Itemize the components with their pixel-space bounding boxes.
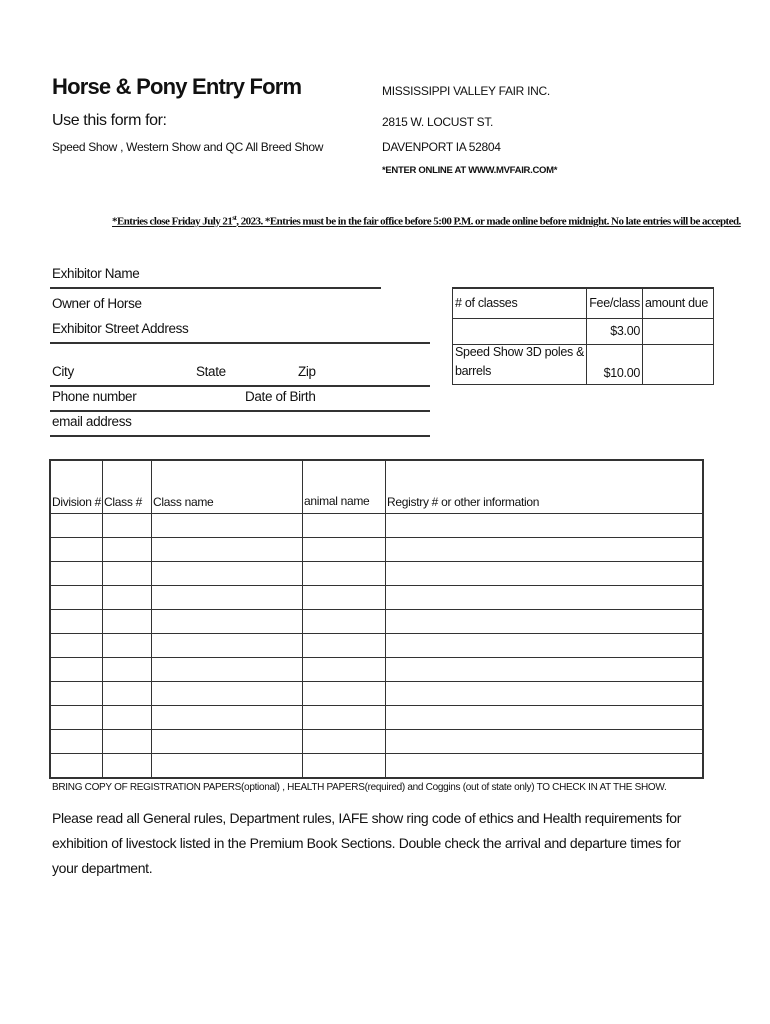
col-header-division: Division # [50,460,103,514]
entry-cell-class-name[interactable] [152,682,303,706]
deadline-text-2: , 2023. *Entries must be in the fair office before 5:00 P.M. or made online before midnight. No late entries will be accepted. [236,215,741,228]
table-row [50,514,703,538]
entry-cell-class-name[interactable] [152,730,303,754]
entry-cell-class-number[interactable] [103,730,152,754]
form-shows-list: Speed Show , Western Show and QC All Breed Show [52,140,324,154]
entry-cell-class-name[interactable] [152,706,303,730]
table-row [50,730,703,754]
entry-cell-division[interactable] [50,730,103,754]
entry-cell-class-number[interactable] [103,634,152,658]
entry-deadline-notice [112,214,741,228]
entry-cell-registry[interactable] [386,538,704,562]
deadline-text-1: *Entries close Friday July 21 [112,215,233,228]
city-label: City [52,364,74,379]
entry-cell-animal-name[interactable] [303,514,386,538]
fee-row2-label [453,344,587,384]
col-header-animal-name: animal name [303,460,386,514]
street-label: Exhibitor Street Address [52,321,189,336]
fee-row2-amount-cell[interactable] [643,344,714,384]
entry-cell-class-name[interactable] [152,562,303,586]
table-row [50,562,703,586]
organization-street: 2815 W. LOCUST ST. [382,115,494,129]
owner-label: Owner of Horse [52,296,142,311]
online-entry-note: *ENTER ONLINE AT WWW.MVFAIR.COM* [382,165,558,176]
fee-row1-amount-cell[interactable] [643,318,714,344]
entry-cell-animal-name[interactable] [303,682,386,706]
entry-cell-division[interactable] [50,634,103,658]
entry-cell-class-number[interactable] [103,514,152,538]
entry-cell-division[interactable] [50,754,103,779]
entry-cell-animal-name[interactable] [303,586,386,610]
rules-note: Please read all General rules, Department rules, IAFE show ring code of ethics and Health requirements for exhibition of livestock listed in the Premium Book Sections. Double check the arrival and departure times for your department. [52,810,682,876]
phone-dob-line[interactable] [50,410,430,412]
fee-header-amount: amount due [643,288,714,318]
entry-cell-class-number[interactable] [103,610,152,634]
entry-cell-registry[interactable] [386,730,704,754]
exhibitor-name-line[interactable] [50,287,381,289]
table-row [50,538,703,562]
fee-row1-fee: $3.00 [587,318,643,344]
entry-cell-class-number[interactable] [103,538,152,562]
state-label: State [196,364,226,379]
entry-cell-animal-name[interactable] [303,730,386,754]
entry-cell-registry[interactable] [386,658,704,682]
entry-cell-class-name[interactable] [152,610,303,634]
entry-cell-animal-name[interactable] [303,562,386,586]
entry-cell-animal-name[interactable] [303,754,386,779]
entry-cell-animal-name[interactable] [303,634,386,658]
dob-label: Date of Birth [245,389,316,404]
entry-cell-class-name[interactable] [152,538,303,562]
entry-cell-registry[interactable] [386,706,704,730]
city-state-zip-line[interactable] [50,385,430,387]
entry-table [49,459,704,779]
table-row [50,706,703,730]
phone-label: Phone number [52,389,137,404]
entry-cell-class-name[interactable] [152,586,303,610]
entry-cell-class-name[interactable] [152,634,303,658]
form-use-label: Use this form for: [52,112,167,129]
organization-city: DAVENPORT IA 52804 [382,140,501,154]
entry-cell-class-name[interactable] [152,754,303,779]
email-label: email address [52,414,132,429]
entry-cell-division[interactable] [50,562,103,586]
fee-row1-classes-cell[interactable] [453,318,587,344]
entry-cell-division[interactable] [50,538,103,562]
table-row [50,634,703,658]
street-address-line[interactable] [50,342,430,344]
entry-cell-division[interactable] [50,514,103,538]
organization-name: MISSISSIPPI VALLEY FAIR INC. [382,84,550,98]
entry-cell-division[interactable] [50,610,103,634]
entry-cell-class-number[interactable] [103,562,152,586]
table-row [50,610,703,634]
entry-cell-registry[interactable] [386,754,704,779]
entry-cell-animal-name[interactable] [303,706,386,730]
email-line[interactable] [50,435,430,437]
entry-cell-division[interactable] [50,682,103,706]
table-row [50,658,703,682]
deadline-ordinal: st [232,214,237,222]
zip-label: Zip [298,364,316,379]
entry-cell-class-number[interactable] [103,682,152,706]
entry-cell-registry[interactable] [386,562,704,586]
entry-cell-animal-name[interactable] [303,658,386,682]
entry-cell-class-number[interactable] [103,706,152,730]
entry-cell-class-name[interactable] [152,514,303,538]
col-header-registry: Registry # or other information [386,460,704,514]
fee-row2-label-line2: barrels [455,363,492,378]
entry-cell-division[interactable] [50,706,103,730]
fee-header-classes: # of classes [453,288,587,318]
col-header-class-name: Class name [152,460,303,514]
fee-header-fee: Fee/class [587,288,643,318]
entry-cell-registry[interactable] [386,514,704,538]
entry-cell-class-number[interactable] [103,586,152,610]
fee-row2-label-line1: Speed Show 3D poles & [455,344,585,359]
entry-cell-registry[interactable] [386,634,704,658]
entry-cell-animal-name[interactable] [303,538,386,562]
fee-table [452,287,714,385]
entry-cell-class-number[interactable] [103,754,152,779]
entry-cell-registry[interactable] [386,682,704,706]
table-row [50,682,703,706]
entry-cell-division[interactable] [50,586,103,610]
entry-cell-class-name[interactable] [152,658,303,682]
table-row [50,754,703,779]
bring-papers-note: BRING COPY OF REGISTRATION PAPERS(optional) , HEALTH PAPERS(required) and Coggins (out of state only) TO CHECK IN AT THE SHOW. [52,782,667,793]
entry-cell-registry[interactable] [386,586,704,610]
col-header-class-number: Class # [103,460,152,514]
table-row [50,586,703,610]
form-title: Horse & Pony Entry Form [52,74,302,99]
entry-cell-class-number[interactable] [103,658,152,682]
entry-cell-animal-name[interactable] [303,610,386,634]
entry-cell-division[interactable] [50,658,103,682]
exhibitor-name-label: Exhibitor Name [52,266,140,281]
entry-cell-registry[interactable] [386,610,704,634]
entry-rows [50,514,703,779]
fee-row2-fee: $10.00 [587,344,643,384]
